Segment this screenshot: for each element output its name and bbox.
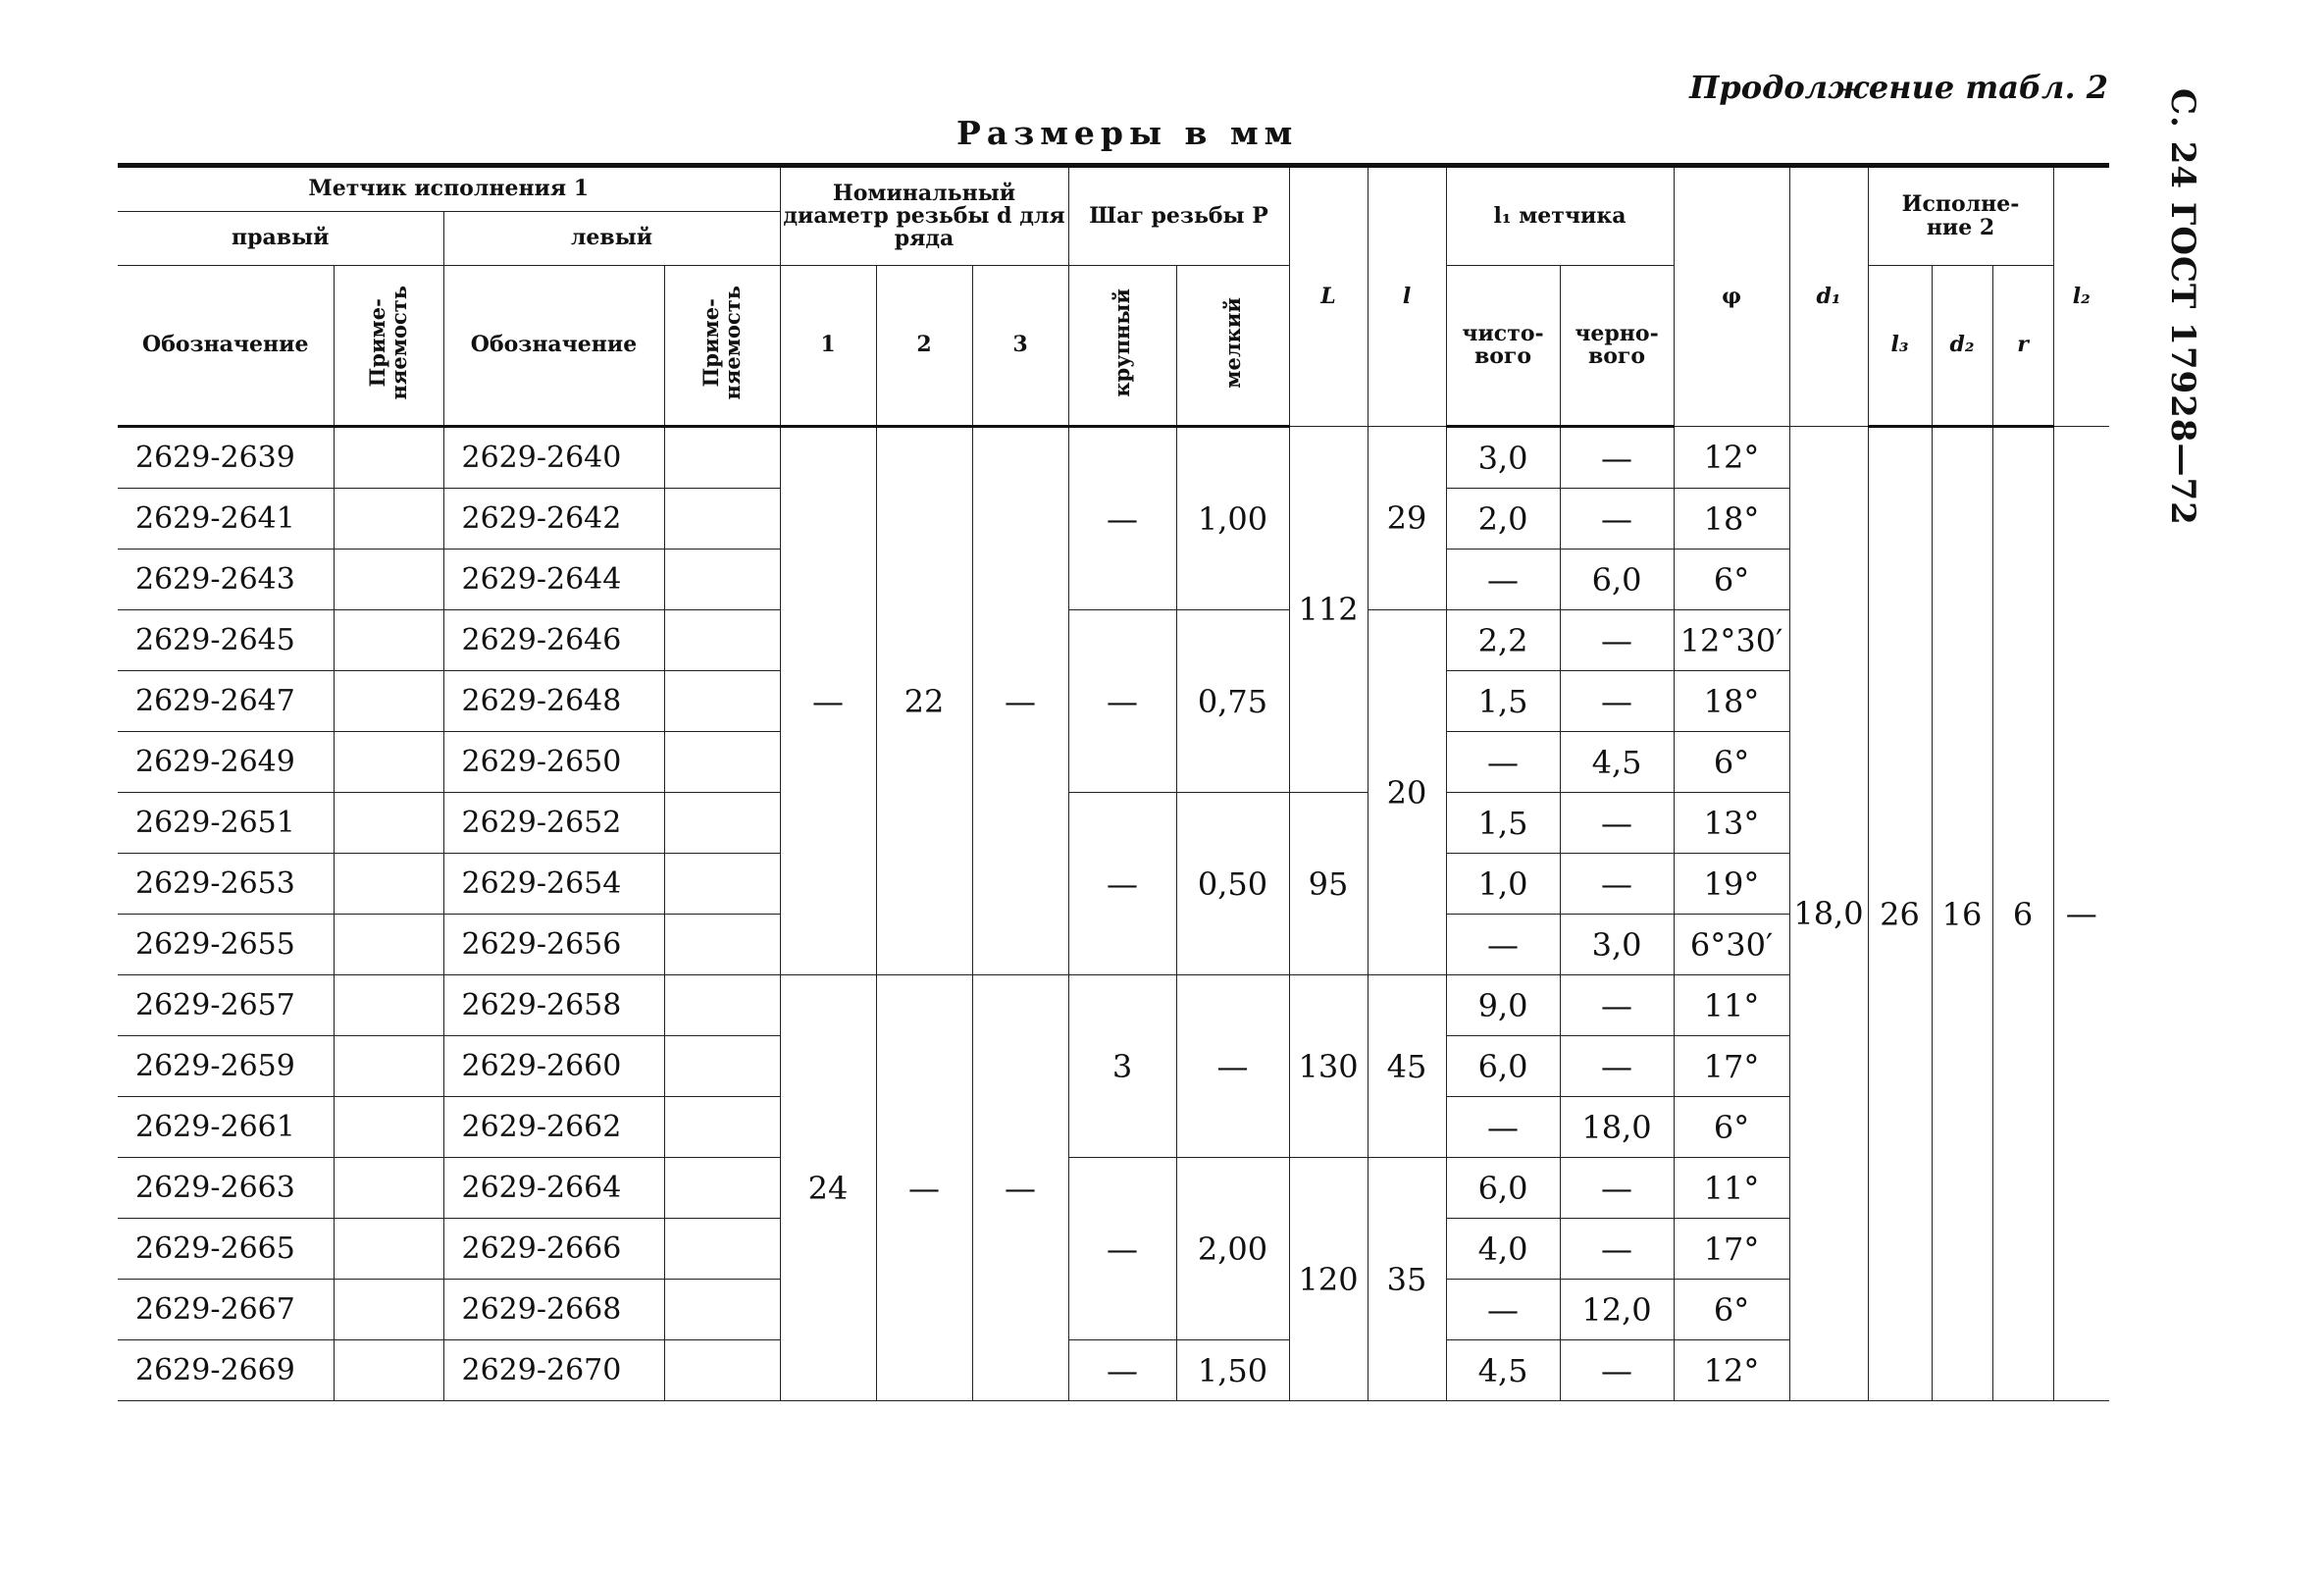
phi-value: 12° xyxy=(1674,427,1789,489)
header-finishing: чисто- вого xyxy=(1446,266,1560,427)
right-code: 2629-2663 xyxy=(118,1158,334,1219)
left-applicability xyxy=(664,1158,780,1219)
l1-finishing: 6,0 xyxy=(1446,1036,1560,1097)
right-code: 2629-2657 xyxy=(118,975,334,1036)
d-row2-b: — xyxy=(876,975,972,1401)
l1-roughing: — xyxy=(1560,1036,1674,1097)
l-1: 29 xyxy=(1368,427,1446,610)
right-applicability xyxy=(334,427,443,489)
coarse-label: крупный xyxy=(1109,288,1134,397)
left-applicability xyxy=(664,1280,780,1340)
pitch-coarse-3: — xyxy=(1068,793,1176,975)
l-3: 45 xyxy=(1368,975,1446,1158)
right-code: 2629-2651 xyxy=(118,793,334,854)
header-coarse xyxy=(1068,266,1176,427)
l1-finishing: 1,5 xyxy=(1446,671,1560,732)
l1-finishing: 1,5 xyxy=(1446,793,1560,854)
right-applicability xyxy=(334,975,443,1036)
right-applicability xyxy=(334,1340,443,1401)
left-applicability xyxy=(664,1097,780,1158)
phi-value: 11° xyxy=(1674,1158,1789,1219)
left-applicability xyxy=(664,550,780,610)
l1-roughing: 18,0 xyxy=(1560,1097,1674,1158)
phi-value: 13° xyxy=(1674,793,1789,854)
right-applicability xyxy=(334,793,443,854)
fine-label: мелкий xyxy=(1219,297,1245,389)
l1-roughing: — xyxy=(1560,975,1674,1036)
l3-value: 26 xyxy=(1868,427,1932,1401)
right-code: 2629-2653 xyxy=(118,854,334,915)
right-code: 2629-2661 xyxy=(118,1097,334,1158)
right-code: 2629-2649 xyxy=(118,732,334,793)
L-1: 112 xyxy=(1289,427,1368,793)
header-l: l xyxy=(1368,166,1446,427)
right-applicability xyxy=(334,1036,443,1097)
d-row3-a: — xyxy=(972,427,1068,975)
right-applicability xyxy=(334,1280,443,1340)
l1-roughing: 12,0 xyxy=(1560,1280,1674,1340)
phi-value: 17° xyxy=(1674,1219,1789,1280)
header-row2: 2 xyxy=(876,266,972,427)
right-code: 2629-2667 xyxy=(118,1280,334,1340)
header-right: правый xyxy=(118,212,443,266)
right-applicability xyxy=(334,1097,443,1158)
right-code: 2629-2645 xyxy=(118,610,334,671)
pitch-coarse-6: — xyxy=(1068,1340,1176,1401)
left-applicability xyxy=(664,1219,780,1280)
l1-roughing: — xyxy=(1560,1219,1674,1280)
header-row1: 1 xyxy=(780,266,876,427)
phi-value: 6° xyxy=(1674,1280,1789,1340)
header-roughing: черно- вого xyxy=(1560,266,1674,427)
right-code: 2629-2655 xyxy=(118,915,334,975)
l1-finishing: 1,0 xyxy=(1446,854,1560,915)
l1-roughing: — xyxy=(1560,610,1674,671)
l1-finishing: — xyxy=(1446,732,1560,793)
l1-roughing: 3,0 xyxy=(1560,915,1674,975)
left-applicability xyxy=(664,854,780,915)
left-applicability xyxy=(664,793,780,854)
l1-finishing: 4,5 xyxy=(1446,1340,1560,1401)
pitch-fine-3: 0,50 xyxy=(1176,793,1289,975)
right-code: 2629-2665 xyxy=(118,1219,334,1280)
L-3: 130 xyxy=(1289,975,1368,1158)
l1-finishing: 2,2 xyxy=(1446,610,1560,671)
phi-value: 6° xyxy=(1674,550,1789,610)
left-code: 2629-2670 xyxy=(443,1340,664,1401)
l1-finishing: — xyxy=(1446,1280,1560,1340)
L-4: 120 xyxy=(1289,1158,1368,1401)
l1-roughing: — xyxy=(1560,671,1674,732)
phi-value: 12°30′ xyxy=(1674,610,1789,671)
left-applicability xyxy=(664,732,780,793)
left-code: 2629-2648 xyxy=(443,671,664,732)
header-tap-version1: Метчик исполнения 1 xyxy=(118,166,780,212)
left-applicability xyxy=(664,610,780,671)
applicability-left-label: Приме- няемость xyxy=(697,286,745,400)
pitch-fine-4: — xyxy=(1176,975,1289,1158)
right-applicability xyxy=(334,1219,443,1280)
phi-value: 19° xyxy=(1674,854,1789,915)
l1-finishing: 6,0 xyxy=(1446,1158,1560,1219)
header-designation-left: Обозначение xyxy=(443,266,664,427)
d-row3-b: — xyxy=(972,975,1068,1401)
right-code: 2629-2669 xyxy=(118,1340,334,1401)
l1-roughing: 6,0 xyxy=(1560,550,1674,610)
header-applicability-left xyxy=(664,266,780,427)
header-l2: l₂ xyxy=(2053,166,2109,427)
l-4: 35 xyxy=(1368,1158,1446,1401)
l1-finishing: 3,0 xyxy=(1446,427,1560,489)
header-applicability-right xyxy=(334,266,443,427)
phi-value: 12° xyxy=(1674,1340,1789,1401)
l2-value: — xyxy=(2053,427,2109,1401)
l1-roughing: — xyxy=(1560,793,1674,854)
L-2: 95 xyxy=(1289,793,1368,975)
l1-finishing: 4,0 xyxy=(1446,1219,1560,1280)
header-phi: φ xyxy=(1674,166,1789,427)
left-code: 2629-2650 xyxy=(443,732,664,793)
phi-value: 17° xyxy=(1674,1036,1789,1097)
header-designation-right: Обозначение xyxy=(118,266,334,427)
left-code: 2629-2646 xyxy=(443,610,664,671)
l1-roughing: — xyxy=(1560,854,1674,915)
right-applicability xyxy=(334,1158,443,1219)
left-applicability xyxy=(664,427,780,489)
l1-finishing: — xyxy=(1446,1097,1560,1158)
l1-roughing: — xyxy=(1560,1158,1674,1219)
l1-finishing: — xyxy=(1446,915,1560,975)
header-nominal-diameter: Номинальный диаметр резьбы d для ряда xyxy=(780,166,1068,266)
header-fine xyxy=(1176,266,1289,427)
right-applicability xyxy=(334,732,443,793)
d-row1-a: — xyxy=(780,427,876,975)
d-row1-b: 24 xyxy=(780,975,876,1401)
left-code: 2629-2666 xyxy=(443,1219,664,1280)
r-value: 6 xyxy=(1992,427,2053,1401)
d1-value: 18,0 xyxy=(1789,427,1868,1401)
left-code: 2629-2644 xyxy=(443,550,664,610)
left-code: 2629-2668 xyxy=(443,1280,664,1340)
l1-roughing: — xyxy=(1560,1340,1674,1401)
left-code: 2629-2642 xyxy=(443,489,664,550)
table-row xyxy=(118,427,2109,489)
header-version2: Исполне- ние 2 xyxy=(1868,166,2053,266)
left-applicability xyxy=(664,915,780,975)
left-applicability xyxy=(664,975,780,1036)
header-d1: d₁ xyxy=(1789,166,1868,427)
header-l1-tap: l₁ метчика xyxy=(1446,166,1674,266)
continuation-label: Продолжение табл. 2 xyxy=(1689,69,2108,106)
right-code: 2629-2639 xyxy=(118,427,334,489)
left-applicability xyxy=(664,489,780,550)
l1-finishing: — xyxy=(1446,550,1560,610)
header-d2: d₂ xyxy=(1932,266,1992,427)
right-applicability xyxy=(334,550,443,610)
header-l3: l₃ xyxy=(1868,266,1932,427)
phi-value: 18° xyxy=(1674,671,1789,732)
left-applicability xyxy=(664,1340,780,1401)
phi-value: 18° xyxy=(1674,489,1789,550)
right-applicability xyxy=(334,489,443,550)
left-applicability xyxy=(664,671,780,732)
units-label: Размеры в мм xyxy=(956,114,1299,152)
header-L: L xyxy=(1289,166,1368,427)
left-code: 2629-2652 xyxy=(443,793,664,854)
left-code: 2629-2658 xyxy=(443,975,664,1036)
applicability-right-label: Приме- няемость xyxy=(364,286,411,400)
pitch-coarse-2: — xyxy=(1068,610,1176,793)
left-applicability xyxy=(664,1036,780,1097)
pitch-coarse-1: — xyxy=(1068,427,1176,610)
page-number: С. 24 ГОСТ 17928—72 xyxy=(2163,88,2202,526)
phi-value: 6° xyxy=(1674,732,1789,793)
pitch-fine-5: 2,00 xyxy=(1176,1158,1289,1340)
l1-roughing: 4,5 xyxy=(1560,732,1674,793)
pitch-fine-1: 1,00 xyxy=(1176,427,1289,610)
left-code: 2629-2654 xyxy=(443,854,664,915)
l1-finishing: 2,0 xyxy=(1446,489,1560,550)
l1-finishing: 9,0 xyxy=(1446,975,1560,1036)
left-code: 2629-2656 xyxy=(443,915,664,975)
right-code: 2629-2647 xyxy=(118,671,334,732)
right-applicability xyxy=(334,915,443,975)
left-code: 2629-2640 xyxy=(443,427,664,489)
phi-value: 6°30′ xyxy=(1674,915,1789,975)
phi-value: 11° xyxy=(1674,975,1789,1036)
pitch-coarse-4: 3 xyxy=(1068,975,1176,1158)
d2-value: 16 xyxy=(1932,427,1992,1401)
right-code: 2629-2659 xyxy=(118,1036,334,1097)
phi-value: 6° xyxy=(1674,1097,1789,1158)
left-code: 2629-2662 xyxy=(443,1097,664,1158)
left-code: 2629-2664 xyxy=(443,1158,664,1219)
pitch-fine-6: 1,50 xyxy=(1176,1340,1289,1401)
right-code: 2629-2641 xyxy=(118,489,334,550)
pitch-fine-2: 0,75 xyxy=(1176,610,1289,793)
right-code: 2629-2643 xyxy=(118,550,334,610)
l1-roughing: — xyxy=(1560,489,1674,550)
header-left: левый xyxy=(443,212,780,266)
right-applicability xyxy=(334,671,443,732)
right-applicability xyxy=(334,610,443,671)
header-row3: 3 xyxy=(972,266,1068,427)
pitch-coarse-5: — xyxy=(1068,1158,1176,1340)
header-r: r xyxy=(1992,266,2053,427)
header-pitch: Шаг резьбы P xyxy=(1068,166,1289,266)
l-2: 20 xyxy=(1368,610,1446,975)
dimensions-table xyxy=(118,163,2109,1401)
left-code: 2629-2660 xyxy=(443,1036,664,1097)
d-row2-a: 22 xyxy=(876,427,972,975)
right-applicability xyxy=(334,854,443,915)
l1-roughing: — xyxy=(1560,427,1674,489)
